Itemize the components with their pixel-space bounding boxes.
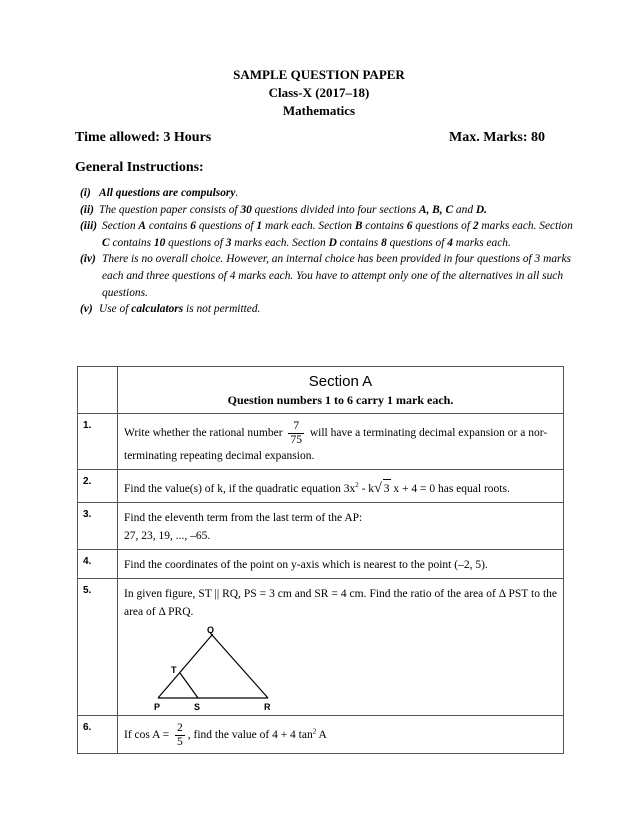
question-number: 6.: [78, 715, 118, 753]
fraction: $\frac{2}{5}$: [177, 721, 183, 748]
instruction-text: The question paper consists of 30 questions divided into four sections A, B, C and D.: [99, 203, 487, 216]
time-allowed: Time allowed: 3 Hours: [75, 130, 212, 145]
instruction-text: All questions are compulsory.: [99, 187, 239, 199]
label-s: S: [194, 701, 201, 711]
table-row: [78, 549, 564, 578]
label-r: R: [264, 701, 271, 711]
instruction-number: (ii): [80, 203, 94, 216]
triangle-figure: [138, 623, 298, 711]
instruction-number: (iv): [80, 253, 96, 266]
questions-table: [77, 366, 564, 754]
paper-subject: Mathematics: [282, 103, 356, 118]
instruction-text: Section A contains 6 questions of 1 mark each. Section B contains 6 questions of 2 marks each. Section C contains 10 questions of 3 marks each. Section D contains 8 questions of 4 marks each.: [102, 220, 573, 249]
question-number: 5.: [78, 578, 118, 715]
instruction-text: There is no overall choice. However, an internal choice has been provided in four questions of 3 marks each and three questions of 4 marks each. You have to attempt only one of the alternatives in all such questions.: [102, 253, 571, 299]
general-instructions-heading: General Instructions:: [75, 160, 204, 175]
question-text: Find the coordinates of the point on y-axis which is nearest to the point (–2, 5).: [118, 549, 564, 578]
table-row: [78, 578, 564, 715]
instruction-text: Use of calculators is not permitted.: [99, 303, 261, 316]
instruction-item: [80, 202, 575, 219]
question-text: Find the eleventh term from the last term of the AP: 27, 23, 19, ..., –65.: [118, 502, 564, 549]
max-marks: Max. Marks: 80: [449, 130, 546, 145]
instruction-number: (v): [80, 303, 93, 316]
question-number: 2.: [78, 470, 118, 503]
section-header-row: [78, 367, 564, 414]
table-row: [78, 470, 564, 503]
instructions-list: [80, 185, 575, 318]
fraction: $\frac{7}{75}$: [290, 420, 302, 446]
instruction-item: [80, 301, 575, 318]
paper-title: SAMPLE QUESTION PAPER: [233, 67, 405, 82]
label-q: Q: [207, 624, 215, 635]
question-text: If cos A = $\frac{2}{5}$ , find the value of 4 + 4 $\tan^2 A$: [118, 715, 564, 753]
label-p: P: [154, 701, 161, 711]
instruction-item: [80, 185, 575, 202]
instruction-bold: All questions are compulsory: [99, 187, 236, 199]
instruction-number: (iii): [80, 220, 98, 233]
section-title: Section A: [308, 373, 373, 390]
instruction-item: [80, 251, 575, 301]
question-text: Write whether the rational number $\frac{7}{75}$ will have a terminating decimal expansion or a nor-terminating repeating decimal expansion.: [118, 414, 564, 470]
question-number: 4.: [78, 549, 118, 578]
question-text: Find the value(s) of k, if the quadratic equation $3x^2 - k√$ 3 x + 4 = 0 has equal roots.: [118, 470, 564, 503]
instruction-item: [80, 218, 575, 251]
table-row: [78, 414, 564, 470]
equation: $3x^2 - k√$ 3 x + 4 = 0: [343, 480, 436, 496]
question-number: 1.: [78, 414, 118, 470]
table-row: [78, 715, 564, 753]
table-row: [78, 502, 564, 549]
label-t: T: [171, 664, 177, 675]
question-number: 3.: [78, 502, 118, 549]
instruction-number: (i): [80, 187, 91, 199]
question-text: In given figure, ST || RQ, PS = 3 cm and SR = 4 cm. Find the ratio of the area of Δ PST to the area of Δ PRQ. Q T P S R: [118, 578, 564, 715]
section-subtitle: Question numbers 1 to 6 carry 1 mark each.: [227, 393, 454, 407]
paper-class: Class-X (2017–18): [268, 85, 370, 100]
